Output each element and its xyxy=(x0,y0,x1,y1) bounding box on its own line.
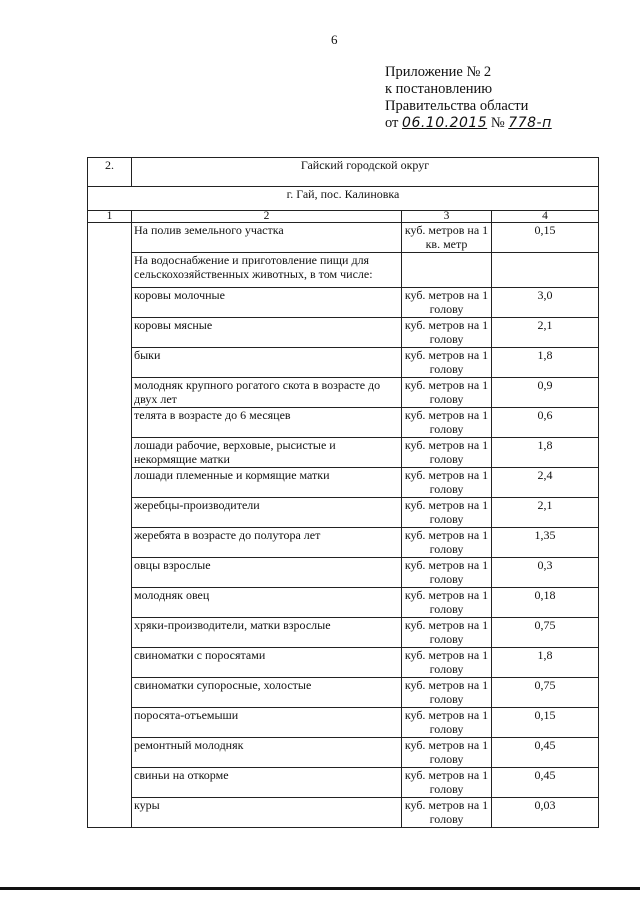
norm-name: молодняк крупного рогатого скота в возрасте до двух лет xyxy=(132,378,402,408)
norm-value: 2,1 xyxy=(492,318,599,348)
norm-value: 0,03 xyxy=(492,798,599,828)
column-numbers-row xyxy=(88,211,599,223)
norm-unit: куб. метров на 1 голову xyxy=(402,558,492,588)
norm-unit: куб. метров на 1 голову xyxy=(402,378,492,408)
table-row xyxy=(88,223,599,253)
district-header-row xyxy=(88,158,599,187)
row-number-cell: 2. xyxy=(88,158,132,187)
column-number: 1 xyxy=(88,211,132,223)
norm-value: 0,15 xyxy=(492,708,599,738)
norm-name: хряки-производители, матки взрослые xyxy=(132,618,402,648)
norm-value: 0,75 xyxy=(492,678,599,708)
norm-name: свиноматки с поросятами xyxy=(132,648,402,678)
norm-unit: куб. метров на 1 голову xyxy=(402,498,492,528)
norm-value: 2,1 xyxy=(492,498,599,528)
norm-value: 0,9 xyxy=(492,378,599,408)
norm-name: телята в возрасте до 6 месяцев xyxy=(132,408,402,438)
table-row xyxy=(88,588,599,618)
norm-value: 2,4 xyxy=(492,468,599,498)
table-row xyxy=(88,648,599,678)
norm-unit: куб. метров на 1 голову xyxy=(402,348,492,378)
norm-name: жеребята в возрасте до полутора лет xyxy=(132,528,402,558)
norm-unit: куб. метров на 1 голову xyxy=(402,468,492,498)
norm-name: молодняк овец xyxy=(132,588,402,618)
norm-value: 1,8 xyxy=(492,348,599,378)
norm-name: быки xyxy=(132,348,402,378)
norm-unit: куб. метров на 1 кв. метр xyxy=(402,223,492,253)
appendix-block xyxy=(385,64,552,132)
table-row xyxy=(88,438,599,468)
table-row xyxy=(88,618,599,648)
date-prefix: от xyxy=(385,115,399,131)
norm-name: жеребцы-производители xyxy=(132,498,402,528)
norm-unit: куб. метров на 1 голову xyxy=(402,738,492,768)
norm-value: 1,8 xyxy=(492,648,599,678)
norm-unit: куб. метров на 1 голову xyxy=(402,678,492,708)
norm-value: 0,45 xyxy=(492,738,599,768)
norm-value: 0,18 xyxy=(492,588,599,618)
norm-name: коровы мясные xyxy=(132,318,402,348)
norm-name: ремонтный молодняк xyxy=(132,738,402,768)
table-row xyxy=(88,348,599,378)
norm-unit: куб. метров на 1 голову xyxy=(402,618,492,648)
norm-unit: куб. метров на 1 голову xyxy=(402,528,492,558)
norm-unit: куб. метров на 1 голову xyxy=(402,408,492,438)
norm-value: 0,75 xyxy=(492,618,599,648)
table-row xyxy=(88,253,599,288)
appendix-title: Приложение № 2 xyxy=(385,64,492,80)
table-row xyxy=(88,528,599,558)
norm-name: лошади племенные и кормящие матки xyxy=(132,468,402,498)
norm-unit: куб. метров на 1 голову xyxy=(402,648,492,678)
norm-unit: куб. метров на 1 голову xyxy=(402,798,492,828)
table-row xyxy=(88,378,599,408)
district-name: Гайский городской округ xyxy=(132,158,599,187)
table-row xyxy=(88,468,599,498)
table-row xyxy=(88,798,599,828)
locality-row xyxy=(88,187,599,211)
norm-value xyxy=(492,253,599,288)
column-number: 3 xyxy=(402,211,492,223)
norm-name: лошади рабочие, верховые, рысистые и некормящие матки xyxy=(132,438,402,468)
norm-name: овцы взрослые xyxy=(132,558,402,588)
table-row xyxy=(88,738,599,768)
appendix-line-government: Правительства области xyxy=(385,98,529,114)
norm-value: 0,45 xyxy=(492,768,599,798)
table-row xyxy=(88,318,599,348)
table-row xyxy=(88,408,599,438)
column-number: 4 xyxy=(492,211,599,223)
table-row xyxy=(88,558,599,588)
norm-unit xyxy=(402,253,492,288)
column-number: 2 xyxy=(132,211,402,223)
handwritten-number: 778-п xyxy=(508,115,552,131)
norm-name: На водоснабжение и приготовление пищи для сельскохозяйственных животных, в том числе: xyxy=(132,253,402,288)
water-norms-table xyxy=(87,157,599,828)
appendix-line-resolution: к постановлению xyxy=(385,81,493,97)
table-row xyxy=(88,768,599,798)
norm-name: свиноматки супоросные, холостые xyxy=(132,678,402,708)
handwritten-date: 06.10.2015 xyxy=(402,115,488,131)
norm-value: 0,6 xyxy=(492,408,599,438)
norm-value: 0,15 xyxy=(492,223,599,253)
number-sign: № xyxy=(490,115,505,131)
norm-name: свиньи на откорме xyxy=(132,768,402,798)
norm-name: коровы молочные xyxy=(132,288,402,318)
page-bottom-border xyxy=(0,887,640,890)
table-row xyxy=(88,678,599,708)
table-row xyxy=(88,498,599,528)
locality-name: г. Гай, пос. Калиновка xyxy=(88,187,599,211)
norm-name: поросята-отъемыши xyxy=(132,708,402,738)
norm-value: 0,3 xyxy=(492,558,599,588)
norm-value: 1,35 xyxy=(492,528,599,558)
page-number: 6 xyxy=(331,32,338,47)
norm-unit: куб. метров на 1 голову xyxy=(402,588,492,618)
table-row xyxy=(88,708,599,738)
norm-unit: куб. метров на 1 голову xyxy=(402,288,492,318)
empty-number-cell xyxy=(88,223,132,828)
norm-value: 1,8 xyxy=(492,438,599,468)
norm-unit: куб. метров на 1 голову xyxy=(402,438,492,468)
norm-unit: куб. метров на 1 голову xyxy=(402,768,492,798)
norm-name: куры xyxy=(132,798,402,828)
norm-unit: куб. метров на 1 голову xyxy=(402,318,492,348)
norm-value: 3,0 xyxy=(492,288,599,318)
appendix-date-line xyxy=(385,115,552,132)
norm-name: На полив земельного участка xyxy=(132,223,402,253)
norm-unit: куб. метров на 1 голову xyxy=(402,708,492,738)
table-row xyxy=(88,288,599,318)
